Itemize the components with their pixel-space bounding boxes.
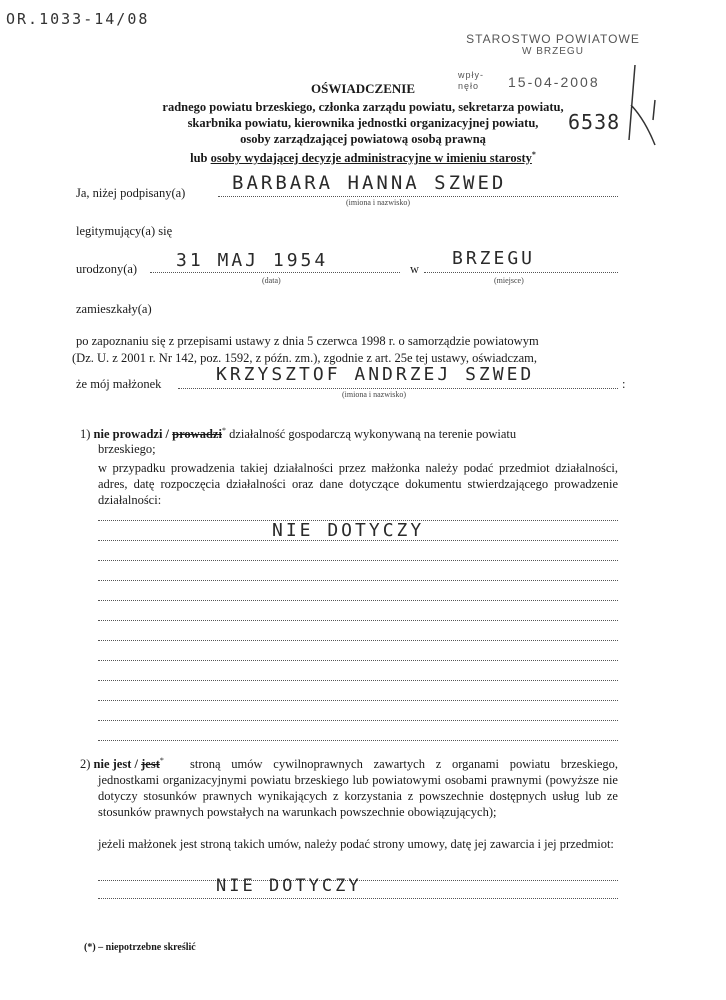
spouse-end: : (622, 377, 626, 391)
section1-asterisk: * (221, 426, 226, 435)
section1-slash: / (162, 427, 173, 442)
born-place-line (424, 272, 618, 273)
section2-option-b-struck: jest (141, 757, 160, 772)
section1-rest: działalność gospodarczą wykonywaną na terenie powiatu (225, 427, 517, 442)
section2-slash: / (131, 757, 142, 772)
section2-paragraph: stroną umów cywilnoprawnych zawartych z organami powiatu brzeskiego, jednostkami organizacyjnymi powiatu brzeskiego lub powiatowymi osobami prawnymi (powyższe nie dotyczy stosunków prawnych wynikających z korzystania z powszechnie dostępnych usług lub ze stosunków prawnych powstałych na warunkach powszechnie obowiązujących); (98, 757, 618, 819)
document-title: OŚWIADCZENIE (310, 81, 416, 96)
spouse-caption: (imiona i nazwisko) (342, 390, 406, 399)
section2-asterisk: * (159, 756, 164, 765)
section1-paragraph: w przypadku prowadzenia takiej działalności przez małżonka należy podać przedmiot działalności, adres, datę rozpoczęcia działalności oraz dane dotyczące dokumentu stwierdzającego prowadzenie działalności: (98, 461, 618, 507)
spouse-line (178, 388, 618, 389)
header-line-4 (0, 148, 726, 165)
registration-number: 6538 (568, 110, 621, 134)
id-label: legitymujący(a) się (76, 224, 173, 238)
name-line (218, 196, 618, 197)
section2-option-a: nie jest (93, 757, 132, 772)
header-line-2: skarbnika powiatu, kierownika jednostki organizacyjnej powiatu, (187, 116, 539, 130)
header-line-1: radnego powiatu brzeskiego, członka zarządu powiatu, sekretarza powiatu, (162, 100, 564, 114)
stamp-date: 15-04-2008 (508, 74, 600, 90)
header-line-4-prefix: lub (190, 151, 211, 166)
section1-answer[interactable]: NIE DOTYCZY (272, 520, 425, 541)
section1-heading (80, 426, 516, 442)
spouse-value[interactable]: KRZYSZTOF ANDRZEJ SZWED (216, 364, 535, 385)
header-line-4-underlined: osoby wydającej decyzje administracyjne w imieniu starosty (210, 151, 532, 166)
office-stamp (458, 32, 648, 57)
spouse-label: że mój małżonek (76, 377, 162, 391)
section2-number: 2) (80, 757, 91, 772)
section1-line-2: brzeskiego; (98, 442, 156, 456)
born-date-value[interactable]: 31 MAJ 1954 (176, 250, 329, 271)
received-label-line2: nęło (458, 81, 480, 91)
footnote: (*) – niepotrzebne skreślić (84, 942, 196, 953)
corner-reference: OR.1033-14/08 (6, 10, 150, 28)
section1-option-a: nie prowadzi (93, 427, 163, 442)
intro-line-1: po zapoznaniu się z przepisami ustawy z dnia 5 czerwca 1998 r. o samorządzie powiatowym (76, 334, 539, 348)
born-in-label: w (410, 262, 420, 276)
section2-paragraph-2: jeżeli małżonek jest stroną takich umów, należy podać strony umowy, datę jej zawarcia i jej przedmiot: (98, 837, 614, 851)
name-value[interactable]: BARBARA HANNA SZWED (232, 172, 507, 194)
section1-option-b-struck: prowadzi (172, 427, 222, 442)
born-date-line (150, 272, 400, 273)
section2-answer[interactable]: NIE DOTYCZY (216, 876, 362, 896)
born-label: urodzony(a) (76, 262, 138, 276)
name-caption: (imiona i nazwisko) (346, 198, 410, 207)
header-line-3: osoby zarządzającej powiatową osobą prawną (240, 132, 486, 146)
header-asterisk: * (531, 150, 536, 159)
born-date-caption: (data) (262, 276, 281, 285)
received-label-line1: wpły- (458, 70, 485, 80)
stamp-line-2: W BRZEGU (522, 46, 584, 57)
born-place-caption: (miejsce) (494, 276, 524, 285)
name-label: Ja, niżej podpisany(a) (76, 186, 186, 200)
born-place-value[interactable]: BRZEGU (452, 248, 536, 269)
section1-number: 1) (80, 427, 91, 442)
intro-line-2: (Dz. U. z 2001 r. Nr 142, poz. 1592, z późn. zm.), zgodnie z art. 25e tej ustawy, oświadczam, (72, 351, 538, 365)
residence-label: zamieszkały(a) (76, 302, 152, 316)
stamp-line-1: STAROSTWO POWIATOWE (466, 32, 640, 46)
